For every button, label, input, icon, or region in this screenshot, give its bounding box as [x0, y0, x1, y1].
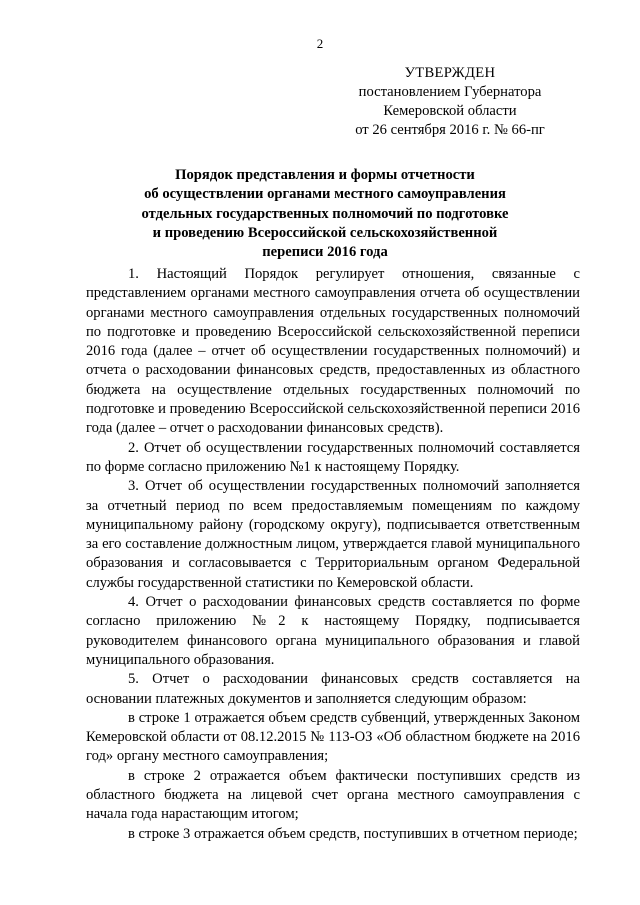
paragraph-line-3: в строке 3 отражается объем средств, поступивших в отчетном периоде; — [128, 825, 578, 842]
document-title — [110, 166, 540, 262]
approval-heading: УТВЕРЖДЕН — [404, 65, 496, 81]
page-number: 2 — [316, 36, 324, 51]
title-line-1: Порядок представления и формы отчетности — [175, 167, 475, 183]
paragraph-line-2: в строке 2 отражается объем фактически поступивших средств из областного бюджета на лицевой счет органа местного самоуправления с начала года нарастающим итогом; — [86, 767, 580, 823]
paragraph-1: 1. Настоящий Порядок регулирует отношения, связанные с представлением органами местного самоуправления отчета об осуществлении органами местного самоуправления отдельных государственных полномочий по подготовке и проведению Всероссийской сельскохозяйственной переписи 2016 года (далее – отчет об осуществлении государственных полномочий) и отчета о расходовании финансовых средств, предоставленных из областного бюджета на осуществление отдельных государственных полномочий по подготовке и проведению Всероссийской сельскохозяйственной переписи 2016 года (далее – отчет о расходовании финансовых средств). — [86, 266, 580, 437]
approval-line-decree: постановлением Губернатора — [358, 84, 542, 100]
paragraph-4: 4. Отчет о расходовании финансовых средств составляется по форме согласно приложению №2 к настоящему Порядку, подписывается руководителем финансового органа муниципального образования и главой муниципального образования. — [86, 594, 580, 668]
title-line-4: и проведению Всероссийской сельскохозяйственной — [152, 224, 498, 241]
title-line-2: об осуществлении органами местного самоуправления — [144, 186, 506, 203]
title-line-3: отдельных государственных полномочий по подготовке — [141, 205, 509, 222]
paragraph-line-1: в строке 1 отражается объем средств субвенций, утвержденных Законом Кемеровской области от 08.12.2015 № 113-ОЗ «Об областном бюджете на 2016 год» органу местного самоуправления; — [86, 709, 580, 765]
paragraph-3: 3. Отчет об осуществлении государственных полномочий заполняется за отчетный период по всем предоставляемым помещениям по каждому муниципальному району (городскому округу), подписывается ответственным за его составление должностным лицом, утверждается главой муниципального образования и согласовывается с Территориальным органом Федеральной службы государственной статистики по Кемеровской области. — [86, 478, 580, 591]
document-body — [86, 265, 580, 844]
approval-line-region: Кемеровской области — [383, 103, 517, 119]
title-line-5: переписи 2016 года — [262, 244, 388, 261]
paragraph-5: 5. Отчет о расходовании финансовых средств составляется на основании платежных документов и заполняется следующим образом: — [86, 671, 580, 707]
approval-block — [340, 64, 560, 140]
approval-line-date: от 26 сентября 2016 г. № 66-пг — [355, 122, 545, 138]
paragraph-2: 2. Отчет об осуществлении государственных полномочий составляется по форме согласно приложению №1 к настоящему Порядку. — [86, 439, 580, 475]
